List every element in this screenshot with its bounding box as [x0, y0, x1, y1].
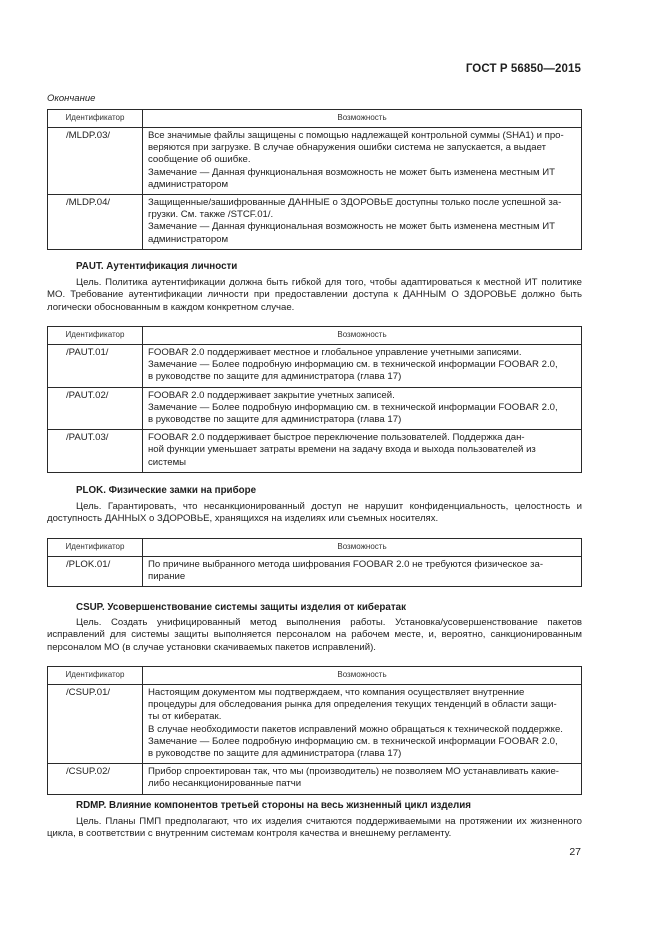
- csup-table: [47, 666, 582, 795]
- capability-header: Возможность: [143, 110, 582, 128]
- table-row: [48, 345, 582, 388]
- table-row: [48, 387, 582, 430]
- identifier-header: Идентификатор: [48, 327, 143, 345]
- text-line: FOOBAR 2.0 поддерживает закрытие учетных записей.: [148, 389, 395, 401]
- table-header-row: [48, 327, 582, 345]
- table-header-row: [48, 539, 582, 557]
- continuation-label: Окончание: [47, 93, 96, 104]
- text-line: В случае необходимости пакетов исправлений можно обращаться к технической поддержке.: [148, 723, 563, 735]
- row-id: /PLOK.01/: [48, 557, 143, 587]
- text-line: ной функции уменьшает затраты времени на задачу входа и выхода пользователей из: [148, 444, 536, 456]
- text-line: Защищенные/зашифрованные ДАННЫЕ о ЗДОРОВЬЕ доступны только после успешной за-: [148, 197, 562, 209]
- paut-table: [47, 326, 582, 473]
- row-text: [143, 387, 582, 430]
- plok-table: [47, 538, 582, 587]
- capability-header: Возможность: [143, 539, 582, 557]
- text-line: Прибор спроектирован так, что мы (производитель) не позволяем МО устанавливать какие-: [148, 766, 559, 778]
- text-line: сообщение об ошибке.: [148, 154, 251, 166]
- row-text: [143, 430, 582, 473]
- identifier-header: Идентификатор: [48, 110, 143, 128]
- row-id: /PAUT.01/: [48, 345, 143, 388]
- text-line: грузки. См. также /STCF.01/.: [148, 209, 274, 221]
- table-row: [48, 128, 582, 195]
- text-line: Замечание — Более подробную информацию см. в технической информации FOOBAR 2.0,: [148, 359, 558, 371]
- page-number: 27: [569, 846, 581, 858]
- row-id: /PAUT.03/: [48, 430, 143, 473]
- section-heading-rdmp: RDMP. Влияние компонентов третьей стороны на весь жизненный цикл изделия: [76, 800, 472, 811]
- section-paragraph-rdmp: Цель. Планы ПМП предполагают, что их изделия считаются поддерживаемыми на протяжении их жизненного цикла, в соответствии с внутренним системам контроля качества и внешнему регламенту.: [47, 816, 582, 840]
- text-line: в руководстве по защите для администратора (глава 17): [148, 371, 402, 383]
- section-paragraph-paut: Цель. Политика аутентификации должна быть гибкой для того, чтобы адаптироваться к местной ИТ политике МО. Требование аутентификации личности при предоставлении доступа к ДАННЫМ О ЗДОРОВЬЕ должно быть логически обоснованным в каждом конкретном случае.: [47, 277, 582, 313]
- text-line: FOOBAR 2.0 поддерживает быстрое переключение пользователей. Поддержка дан-: [148, 432, 525, 444]
- text-line: Настоящим документом мы подтверждаем, что компания осуществляет внутренние: [148, 687, 525, 698]
- table-row: [48, 430, 582, 473]
- table-header-row: [48, 667, 582, 685]
- row-text: [143, 128, 582, 195]
- table-header-row: [48, 110, 582, 128]
- text-line: в руководстве по защите для администратора (глава 17): [148, 748, 402, 760]
- text-line: системы: [148, 456, 187, 468]
- table-row: [48, 557, 582, 587]
- row-text: [143, 685, 582, 764]
- row-id: /MLDP.04/: [48, 195, 143, 250]
- text-line: ты от кибератак.: [148, 711, 222, 723]
- identifier-header: Идентификатор: [48, 539, 143, 557]
- table-row: [48, 195, 582, 250]
- text-line: веряются при загрузке. В случае обнаружения ошибки система не запускается, а выдает: [148, 142, 547, 154]
- text-line: либо несанкционированные патчи: [148, 778, 302, 790]
- row-text: [143, 345, 582, 388]
- section-paragraph-plok: Цель. Гарантировать, что несанкционированный доступ не нарушит конфиденциальность, целостность и доступность ДАННЫХ о ЗДОРОВЬЕ, хранящихся на изделиях или съемных носителях.: [47, 501, 582, 525]
- identifier-header: Идентификатор: [48, 667, 143, 685]
- standard-code: ГОСТ Р 56850—2015: [465, 63, 581, 75]
- mldp-table: [47, 109, 582, 250]
- capability-header: Возможность: [143, 667, 582, 685]
- row-id: /CSUP.02/: [48, 764, 143, 794]
- text-line: Замечание — Более подробную информацию см. в технической информации FOOBAR 2.0,: [148, 401, 558, 413]
- text-line: Замечание — Данная функциональная возможность не может быть изменена местным ИТ: [148, 166, 555, 178]
- row-text: [143, 195, 582, 250]
- text-line: Замечание — Более подробную информацию см. в технической информации FOOBAR 2.0,: [148, 735, 558, 747]
- table-row: [48, 764, 582, 794]
- section-paragraph-csup: Цель. Создать унифицированный метод выполнения работы. Установка/усовершенствование пакетов исправлений для системы защиты выполняется персоналом на рабочем месте, и, вероятно, санкционированным персоналом МО (в случае установки скачиваемых пакетов исправлений).: [47, 617, 582, 653]
- row-id: /MLDP.03/: [48, 128, 143, 195]
- text-line: Все значимые файлы защищены с помощью надлежащей контрольной суммы (SHA1) и про-: [148, 130, 564, 141]
- table-row: [48, 685, 582, 764]
- text-line: пирание: [148, 571, 186, 583]
- row-text: [143, 557, 582, 587]
- row-id: /CSUP.01/: [48, 685, 143, 764]
- text-line: администратором: [148, 233, 229, 245]
- text-line: По причине выбранного метода шифрования FOOBAR 2.0 не требуются физическое за-: [148, 559, 544, 570]
- capability-header: Возможность: [143, 327, 582, 345]
- text-line: администратором: [148, 178, 229, 190]
- text-line: Замечание — Данная функциональная возможность не может быть изменена местным ИТ: [148, 221, 555, 233]
- section-heading-paut: PAUT. Аутентификация личности: [76, 261, 238, 272]
- section-heading-plok: PLOK. Физические замки на приборе: [76, 485, 257, 496]
- text-line: в руководстве по защите для администратора (глава 17): [148, 414, 402, 426]
- row-text: [143, 764, 582, 794]
- text-line: FOOBAR 2.0 поддерживает местное и глобальное управление учетными записями.: [148, 347, 522, 358]
- text-line: процедуры для обследования рынка для определения текущих тенденций в области защи-: [148, 699, 557, 711]
- section-heading-csup: CSUP. Усовершенствование системы защиты изделия от кибератак: [76, 602, 406, 613]
- row-id: /PAUT.02/: [48, 387, 143, 430]
